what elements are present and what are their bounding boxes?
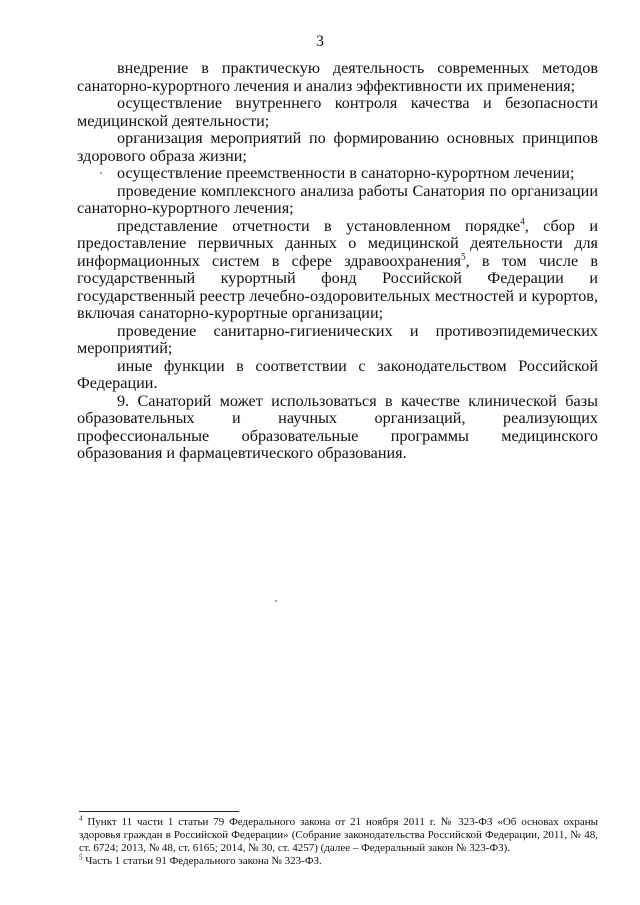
footnote-text: Часть 1 статьи 91 Федерального закона № 323-ФЗ. bbox=[82, 855, 322, 867]
footnote-5 bbox=[79, 855, 598, 868]
paragraph-clinical-base: 9. Санаторий может использоваться в качестве клинической базы образовательных и научных организаций, реализующих профессиональные образовательные программы медицинского образования и фармацевтического образования. bbox=[77, 391, 598, 462]
paragraph-continuity: осуществление преемственности в санаторно-курортном лечении; bbox=[117, 164, 575, 182]
page-number: 3 bbox=[316, 33, 324, 50]
scan-speck bbox=[275, 600, 277, 602]
footnote-text: Пункт 11 части 1 статьи 79 Федерального закона от 21 ноября 2011 г. № 323-ФЗ «Об основах охраны здоровья граждан в Российской Федерации» (Собрание законодательства Российской Федерации, 2011, № 48, ст. 6724; 2013, № 48, ст. 6165; 2014, № 30, ст. 4257) (далее – Федеральный закон № 323-ФЗ). bbox=[79, 816, 598, 854]
body-text bbox=[77, 60, 598, 463]
paragraph-quality-control: осуществление внутреннего контроля качества и безопасности медицинской деятельности; bbox=[77, 94, 598, 130]
scan-speck bbox=[100, 172, 102, 174]
footnote-number: 4 bbox=[79, 814, 83, 823]
reporting-text-part-3: , в том числе в государственный курортный фонд Российской Федерации и государственный реестр лечебно-оздоровительных местностей и курортов, включая санаторно-курортные организации; bbox=[77, 251, 598, 322]
paragraph-reporting bbox=[77, 218, 598, 323]
footnote-ref-5: 5 bbox=[461, 251, 466, 262]
paragraph-other-functions: иные функции в соответствии с законодательством Российской Федерации. bbox=[77, 356, 598, 392]
footnote-4 bbox=[79, 816, 598, 855]
paragraph-sanitary: проведение санитарно-гигиенических и противоэпидемических мероприятий; bbox=[77, 321, 598, 357]
footnote-number: 5 bbox=[79, 853, 83, 862]
reporting-text-part-2: , сбор и предоставление первичных данных о медицинской деятельности для информационных систем в сфере здравоохранения bbox=[77, 216, 598, 270]
paragraph-methods: внедрение в практическую деятельность современных методов санаторно-курортного лечения и анализ эффективности их применения; bbox=[77, 59, 598, 95]
reporting-text-part-1: представление отчетности в установленном порядке bbox=[117, 216, 521, 235]
footnote-separator bbox=[79, 811, 239, 812]
footnotes bbox=[79, 816, 598, 868]
paragraph-analysis: проведение комплексного анализа работы Санатория по организации санаторно-курортного лечения; bbox=[77, 181, 598, 217]
footnote-ref-4: 4 bbox=[520, 216, 525, 227]
paragraph-healthy-lifestyle: организация мероприятий по формированию основных принципов здорового образа жизни; bbox=[77, 129, 598, 165]
